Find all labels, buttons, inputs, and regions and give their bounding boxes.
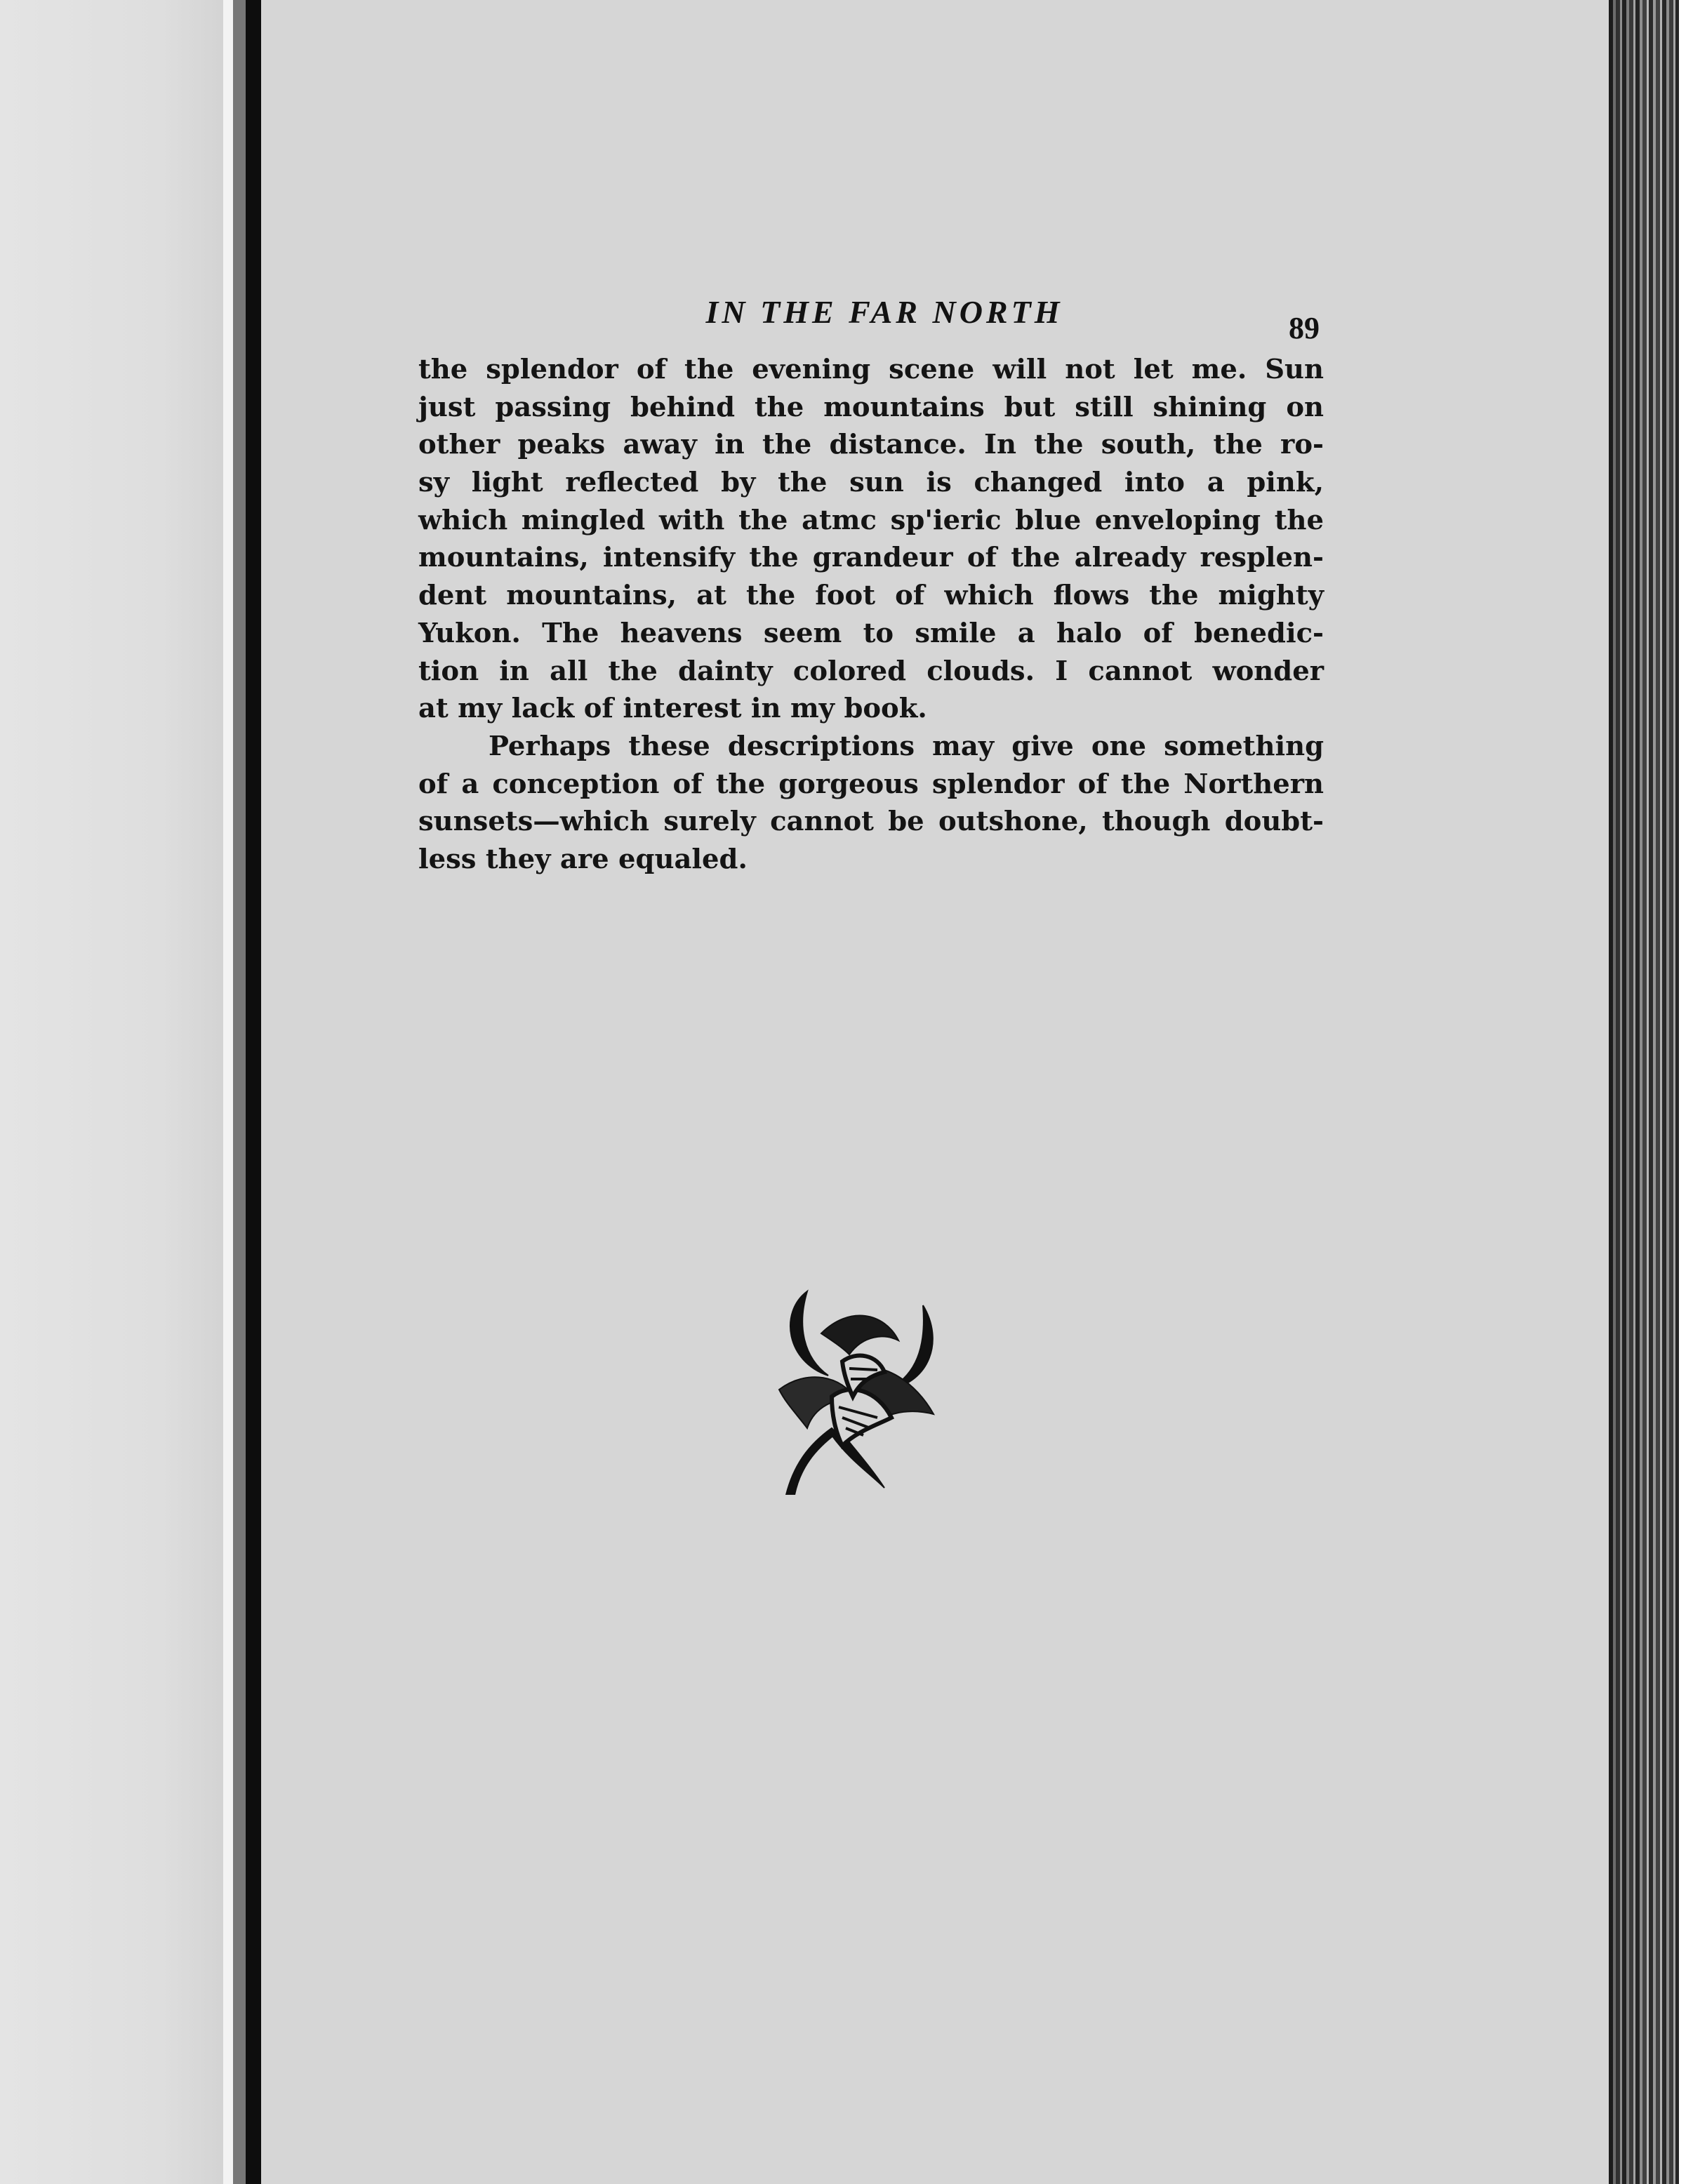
text-line: of a conception of the gorgeous splendor of the Northern — [418, 768, 1324, 800]
text-line: mountains, intensify the grandeur of the already resplen- — [418, 542, 1324, 574]
text-line: sy light reflected by the sun is changed into a pink, — [418, 467, 1324, 499]
lily-flower-icon — [765, 1284, 948, 1495]
text-line: less they are equaled. — [418, 843, 748, 875]
text-line: other peaks away in the distance. In the south, the ro- — [418, 429, 1324, 461]
gutter-shadow — [233, 0, 246, 2184]
book-gutter — [246, 0, 261, 2184]
text-line: sunsets—which surely cannot be outshone, though doubt- — [418, 806, 1324, 838]
running-head: IN THE FAR NORTH — [705, 294, 1063, 330]
text-line: tion in all the dainty colored clouds. I cannot wonder — [418, 655, 1324, 687]
text-line: Perhaps these descriptions may give one something — [489, 730, 1324, 762]
paragraph — [418, 351, 1324, 728]
text-line: which mingled with the atmc sp'ieric blue enveloping the — [418, 504, 1324, 536]
page-number: 89 — [1289, 311, 1320, 345]
text-line: just passing behind the mountains but still shining on — [418, 391, 1324, 423]
previous-page-edge — [0, 0, 232, 2184]
text-line: dent mountains, at the foot of which flows the mighty — [418, 580, 1324, 612]
scan-margin — [1679, 0, 1693, 2184]
paragraph — [418, 728, 1324, 879]
body-text — [418, 351, 1324, 879]
page-stack-shade — [1609, 0, 1679, 2184]
text-line: the splendor of the evening scene will not let me. Sun — [418, 354, 1324, 385]
previous-page-border — [223, 0, 233, 2184]
text-line: at my lack of interest in my book. — [418, 693, 927, 725]
text-line: Yukon. The heavens seem to smile a halo of benedic- — [418, 617, 1324, 649]
